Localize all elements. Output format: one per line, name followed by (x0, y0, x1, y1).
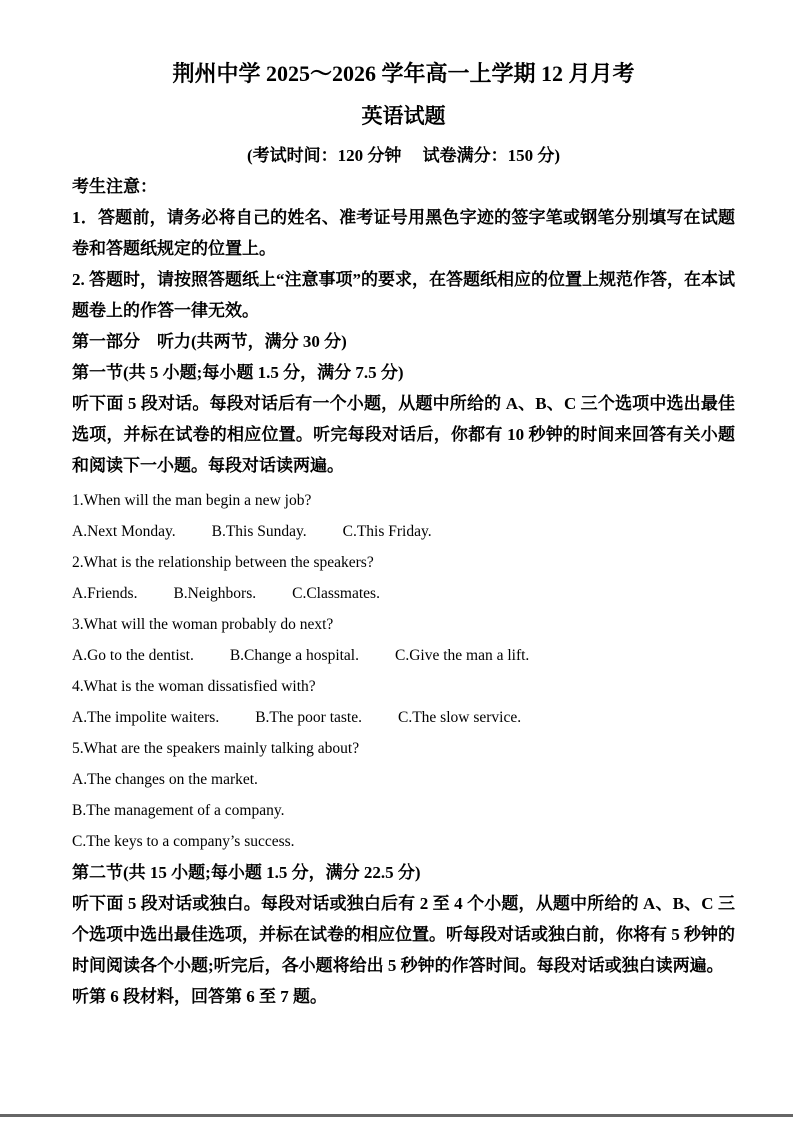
question-5-option-c: C.The keys to a company’s success. (72, 833, 295, 850)
question-3 (72, 609, 735, 671)
question-2-option-a: A.Friends. (72, 585, 138, 602)
question-4-option-b: B.The poor taste. (255, 709, 362, 726)
question-1 (72, 485, 735, 547)
exam-title: 荆州中学 2025～2026 学年高一上学期 12 月月考 (172, 61, 635, 86)
question-3-text: 3.What will the woman probably do next? (72, 616, 334, 633)
page-bottom-border (0, 1114, 793, 1117)
question-3-option-c: C.Give the man a lift. (395, 647, 530, 664)
question-2-options (72, 578, 735, 609)
question-4-options (72, 702, 735, 733)
question-4-option-a: A.The impolite waiters. (72, 709, 220, 726)
question-1-text: 1.When will the man begin a new job? (72, 492, 312, 509)
section2-instructions: 听下面 5 段对话或独白。每段对话或独白后有 2 至 4 个小题，从题中所给的 A、B、C 三个选项中选出最佳选项，并标在试卷的相应位置。听每段对话或独白前，你将有 5 秒钟的时间阅读各个小题;听完后，各小题将给出 5 秒钟的作答时间。每段对话或独白读两遍。 (72, 894, 735, 975)
question-2-option-b: B.Neighbors. (173, 585, 257, 602)
question-4-text: 4.What is the woman dissatisfied with? (72, 678, 316, 695)
section2-material-note: 听第 6 段材料，回答第 6 至 7 题。 (72, 987, 327, 1006)
section1-instructions: 听下面 5 段对话。每段对话后有一个小题，从题中所给的 A、B、C 三个选项中选出最佳选项，并标在试卷的相应位置。听完每段对话后，你都有 10 秒钟的时间来回答有关小题和阅读下一小题。每段对话读两遍。 (72, 394, 735, 475)
question-1-options (72, 516, 735, 547)
exam-time-score-info: (考试时间：120 分钟 试卷满分：150 分) (246, 146, 561, 165)
question-5-option-b: B.The management of a company. (72, 802, 285, 819)
notice-heading: 考生注意： (72, 177, 157, 196)
question-4 (72, 671, 735, 733)
question-2-text: 2.What is the relationship between the speakers? (72, 554, 374, 571)
question-list (72, 485, 735, 857)
question-1-option-c: C.This Friday. (342, 523, 432, 540)
exam-subject-title: 英语试题 (361, 104, 446, 128)
question-1-option-a: A.Next Monday. (72, 523, 176, 540)
notice-item-2: 2. 答题时，请按照答题纸上“注意事项”的要求，在答题纸相应的位置上规范作答，在本试题卷上的作答一律无效。 (72, 270, 735, 320)
section1-heading: 第一节(共 5 小题;每小题 1.5 分，满分 7.5 分) (72, 363, 404, 382)
question-5-text: 5.What are the speakers mainly talking about? (72, 740, 360, 757)
question-3-options (72, 640, 735, 671)
question-2-option-c: C.Classmates. (292, 585, 380, 602)
question-3-option-b: B.Change a hospital. (229, 647, 359, 664)
question-1-option-b: B.This Sunday. (211, 523, 307, 540)
part1-heading: 第一部分 听力(共两节，满分 30 分) (72, 332, 347, 351)
question-5 (72, 733, 735, 857)
question-2 (72, 547, 735, 609)
question-4-option-c: C.The slow service. (397, 709, 522, 726)
question-3-option-a: A.Go to the dentist. (72, 647, 194, 664)
section2-heading: 第二节(共 15 小题;每小题 1.5 分，满分 22.5 分) (72, 863, 421, 882)
question-5-option-a: A.The changes on the market. (72, 771, 258, 788)
notice-item-1: 1．答题前，请务必将自己的姓名、准考证号用黑色字迹的签字笔或钢笔分别填写在试题卷和答题纸规定的位置上。 (72, 208, 735, 258)
